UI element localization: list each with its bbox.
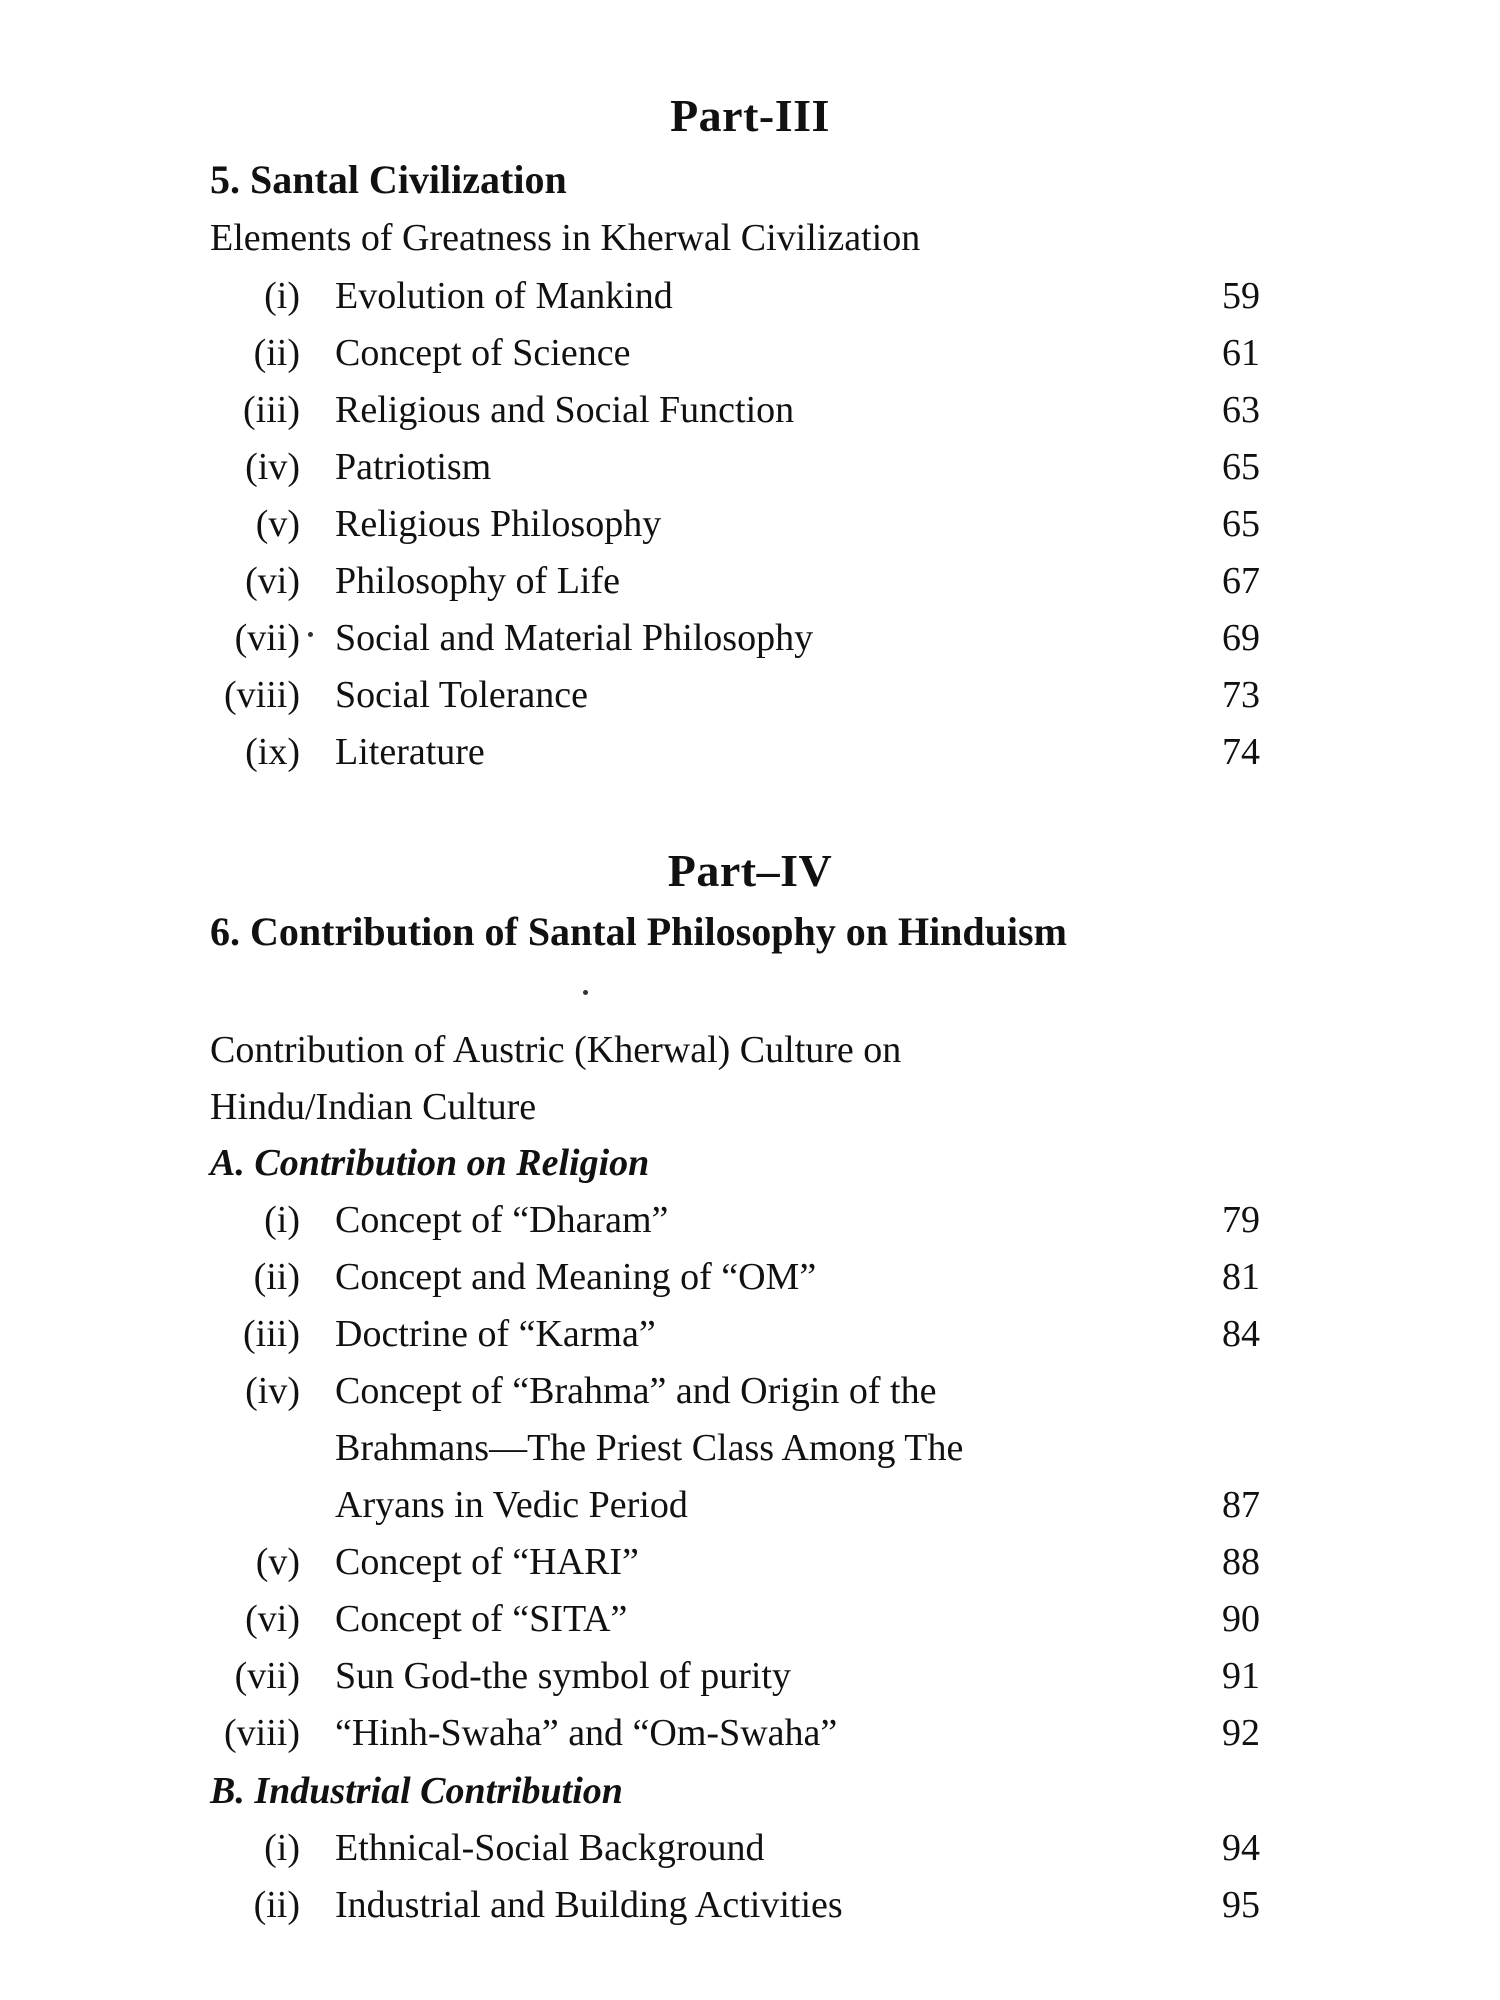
section-a-heading: A. Contribution on Religion	[210, 1142, 650, 1184]
toc-row	[200, 1534, 1260, 1591]
entry-title: Evolution of Mankind	[335, 275, 673, 317]
entry-title: Concept of “Dharam”	[335, 1199, 669, 1241]
entry-title: Concept of Science	[335, 332, 631, 374]
section-b-heading: B. Industrial Contribution	[210, 1770, 623, 1812]
entry-title: Religious and Social Function	[335, 389, 795, 431]
toc-row	[200, 610, 1260, 667]
entry-page-number: 84	[1222, 1313, 1260, 1355]
chapter-6-intro-line-1: Contribution of Austric (Kherwal) Culture on	[210, 1029, 902, 1071]
entry-number: (i)	[264, 275, 300, 317]
part-4-heading: Part–IV	[667, 845, 833, 896]
toc-row	[200, 1591, 1260, 1648]
entry-title: Concept of “Brahma” and Origin of the Brahmans—The Priest Class Among The Aryans in Vedic Period	[335, 1370, 964, 1526]
entry-page-number: 90	[1222, 1598, 1260, 1640]
toc-row	[200, 1192, 1260, 1249]
entry-number: (viii)	[224, 1712, 300, 1754]
entry-number: (v)	[255, 1541, 300, 1583]
entry-number: (vii)	[234, 1655, 300, 1697]
entry-title: Doctrine of “Karma”	[335, 1313, 656, 1355]
entry-number: (i)	[264, 1827, 300, 1869]
entry-title: Religious Philosophy	[335, 503, 662, 545]
chapter-5-heading: 5. Santal Civilization	[210, 157, 567, 202]
toc-row	[200, 325, 1260, 382]
entry-page-number: 94	[1222, 1827, 1260, 1869]
entry-number: (vi)	[245, 1598, 300, 1640]
toc-row	[200, 439, 1260, 496]
toc-row	[200, 496, 1260, 553]
entry-title: Sun God-the symbol of purity	[335, 1655, 791, 1697]
entry-page-number: 74	[1222, 731, 1260, 773]
entry-title: Concept and Meaning of “OM”	[335, 1256, 817, 1298]
entry-number: (ii)	[253, 1256, 300, 1298]
entry-title: Philosophy of Life	[335, 560, 620, 602]
entry-title: Social Tolerance	[335, 674, 589, 716]
entry-page-number: 88	[1222, 1541, 1260, 1583]
entry-number: (vii)	[234, 617, 300, 659]
toc-row	[200, 1306, 1260, 1363]
entry-page-number: 67	[1222, 560, 1260, 602]
entry-page-number: 95	[1222, 1884, 1260, 1926]
entry-page-number: 65	[1222, 503, 1260, 545]
entry-number: (iii)	[243, 1313, 300, 1355]
toc-row	[200, 268, 1260, 325]
entry-title: Patriotism	[335, 446, 492, 488]
ink-speck	[308, 632, 313, 637]
entry-number: (i)	[264, 1199, 300, 1241]
toc-row	[200, 1249, 1260, 1306]
entry-number: (iv)	[245, 446, 300, 488]
toc-row	[200, 1648, 1260, 1705]
entry-page-number: 69	[1222, 617, 1260, 659]
entry-page-number: 73	[1222, 674, 1260, 716]
toc-row	[200, 1705, 1260, 1762]
toc-row	[200, 667, 1260, 724]
toc-row	[200, 1820, 1260, 1877]
entry-number: (iii)	[243, 389, 300, 431]
entry-number: (ix)	[245, 731, 300, 773]
entry-title: “Hinh-Swaha” and “Om-Swaha”	[335, 1712, 838, 1754]
entry-number: (ii)	[253, 1884, 300, 1926]
entry-number: (iv)	[245, 1370, 300, 1412]
entry-title: Concept of “HARI”	[335, 1541, 639, 1583]
entry-number: (viii)	[224, 674, 300, 716]
entry-title: Industrial and Building Activities	[335, 1884, 843, 1926]
chapter-6-heading: 6. Contribution of Santal Philosophy on Hinduism	[210, 909, 1067, 954]
entry-title: Social and Material Philosophy	[335, 617, 814, 659]
entry-page-number: 81	[1222, 1256, 1260, 1298]
part-3-heading: Part-III	[670, 90, 830, 141]
entry-title: Ethnical-Social Background	[335, 1827, 765, 1869]
entry-page-number: 65	[1222, 446, 1260, 488]
entry-page-number: 63	[1222, 389, 1260, 431]
entry-title: Concept of “SITA”	[335, 1598, 628, 1640]
chapter-5-intro: Elements of Greatness in Kherwal Civilization	[210, 217, 921, 259]
entry-number: (v)	[255, 503, 300, 545]
entry-page-number: 91	[1222, 1655, 1260, 1697]
entry-title: Literature	[335, 731, 485, 773]
entry-number: (ii)	[253, 332, 300, 374]
entry-page-number: 92	[1222, 1712, 1260, 1754]
entry-page-number: 59	[1222, 275, 1260, 317]
toc-row	[200, 1877, 1260, 1934]
toc-row-multiline	[200, 1363, 1260, 1534]
entry-page-number: 79	[1222, 1199, 1260, 1241]
entry-page-number: 87	[1222, 1484, 1260, 1526]
entry-page-number: 61	[1222, 332, 1260, 374]
toc-row	[200, 382, 1260, 439]
entry-number: (vi)	[245, 560, 300, 602]
toc-row	[200, 724, 1260, 781]
chapter-6-intro-line-2: Hindu/Indian Culture	[210, 1086, 537, 1128]
ink-speck	[583, 990, 588, 995]
toc-row	[200, 553, 1260, 610]
